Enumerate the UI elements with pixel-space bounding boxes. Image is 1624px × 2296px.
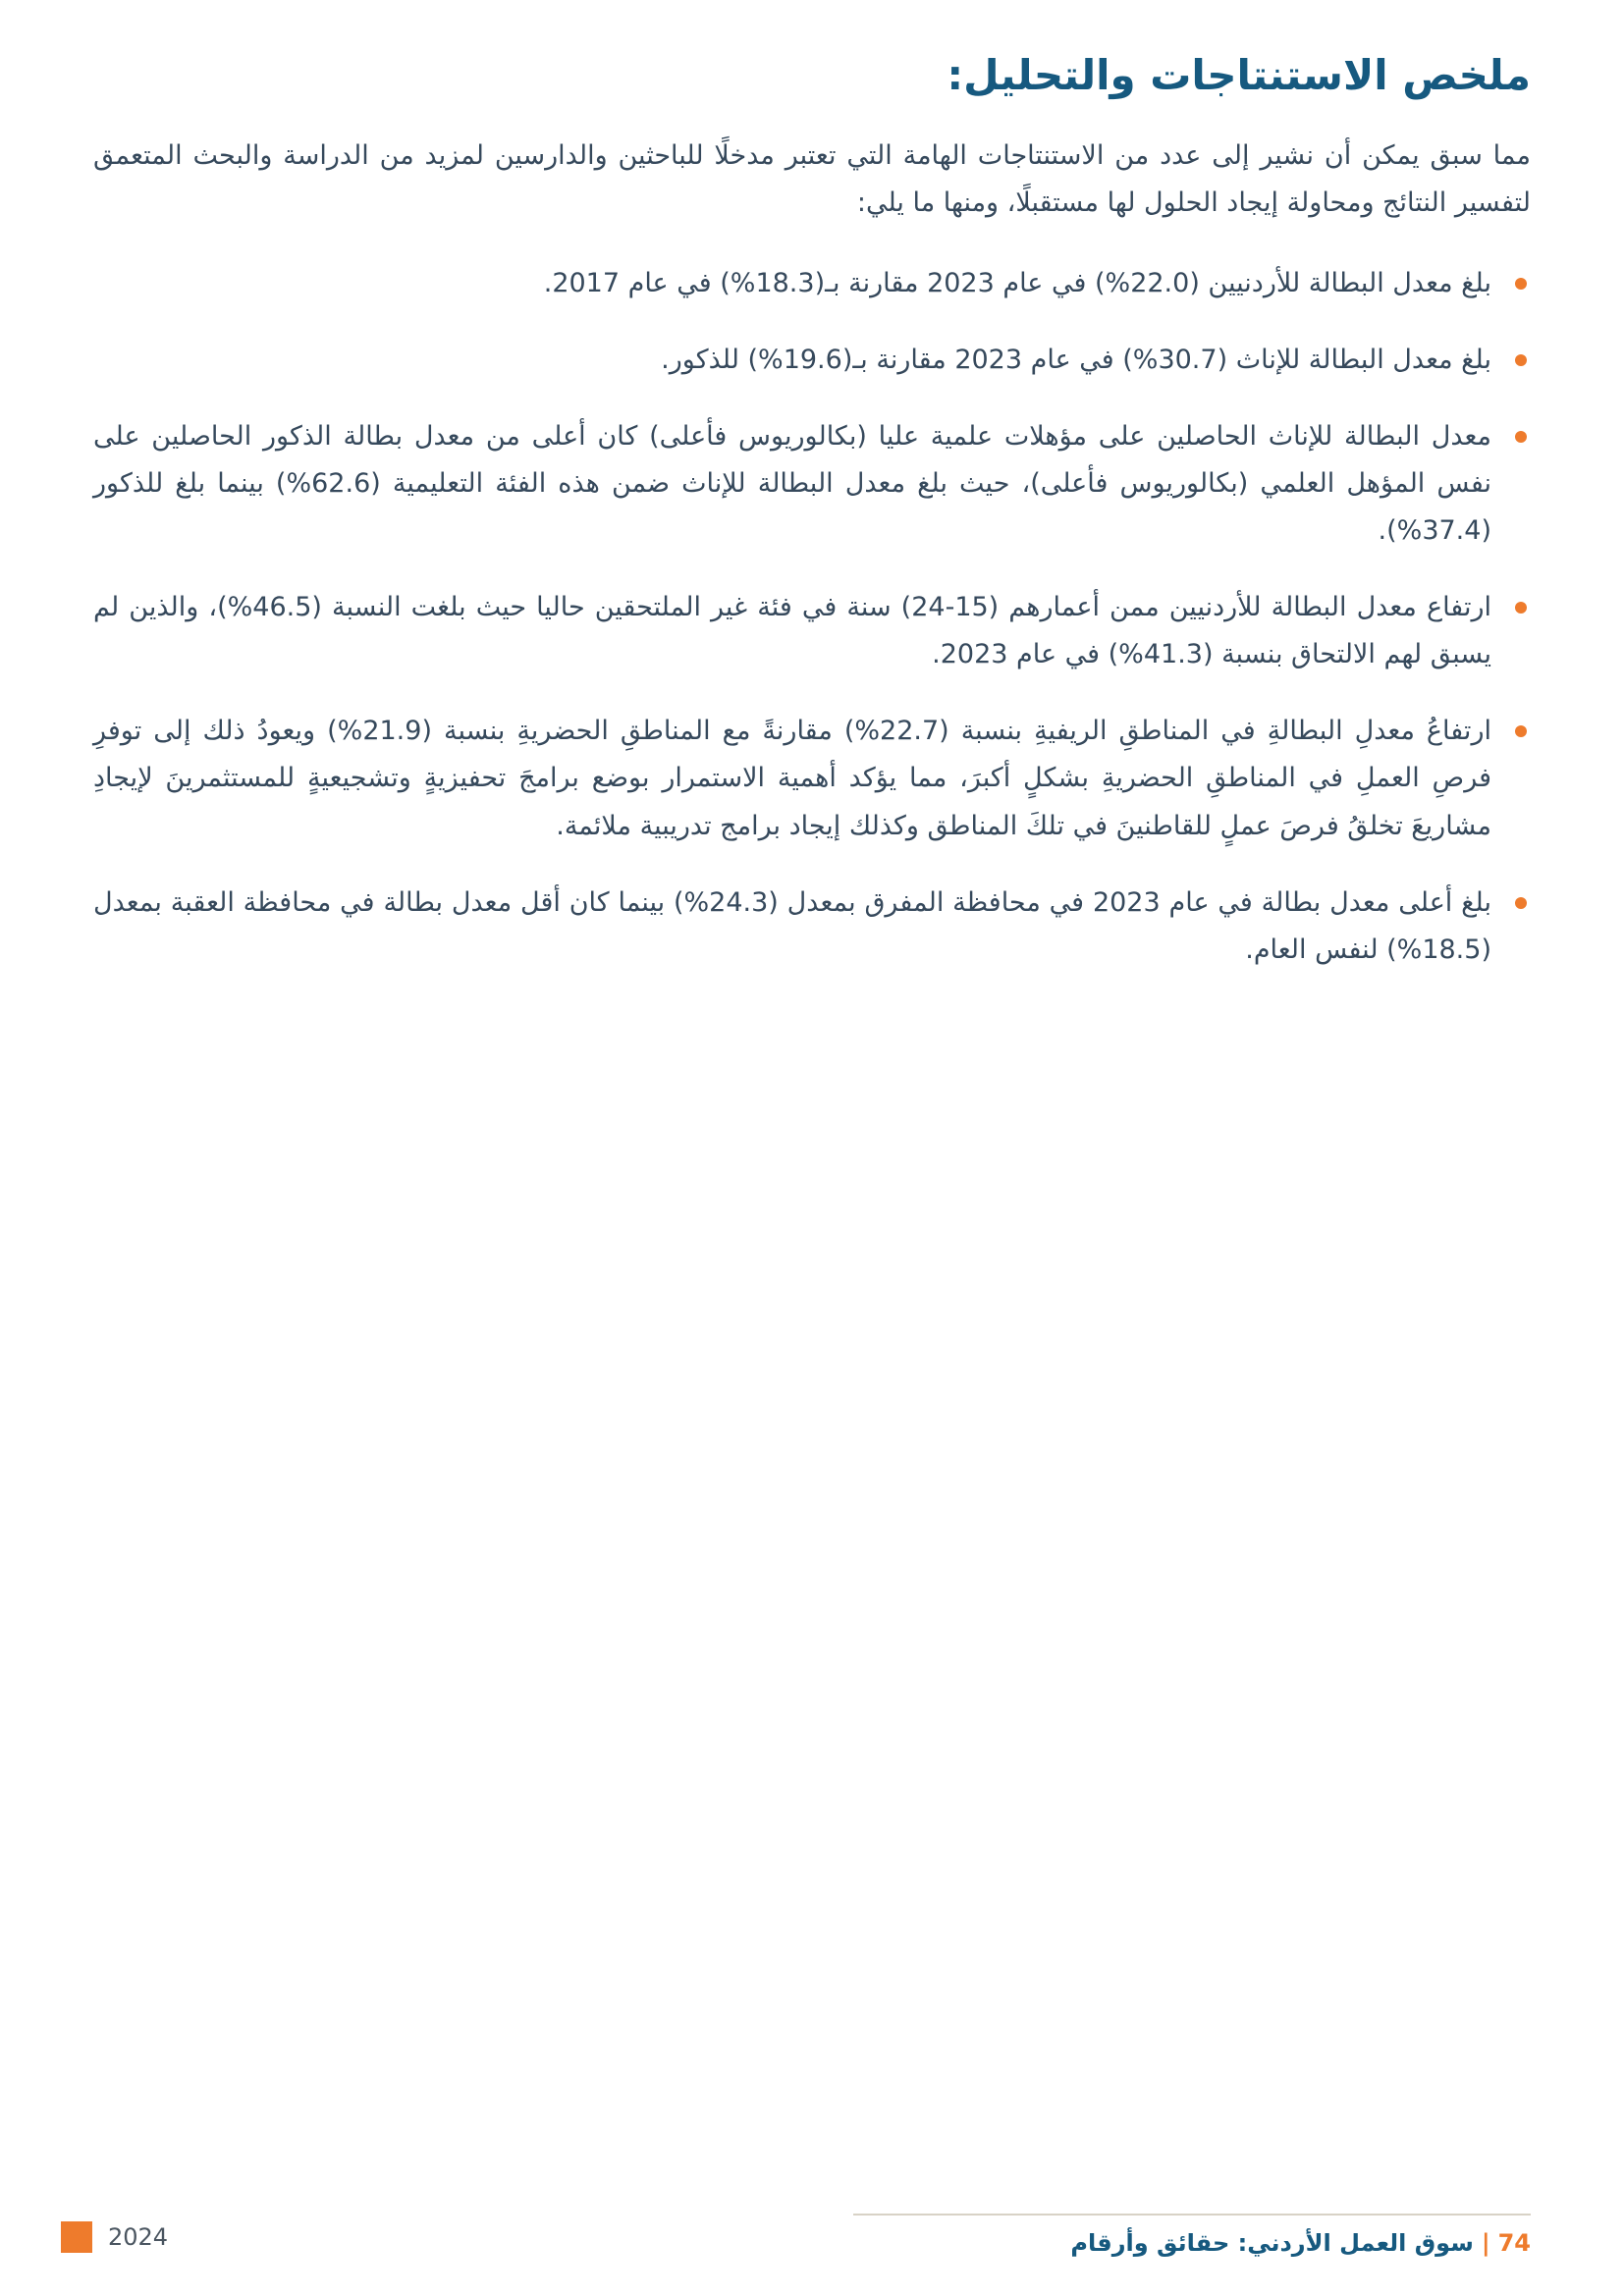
list-item bbox=[93, 584, 1531, 678]
intro-paragraph: مما سبق يمكن أن نشير إلى عدد من الاستنتاجات الهامة التي تعتبر مدخلًا للباحثين والدارسين لمزيد من الدراسة والبحث المتعمق لتفسير النتائج ومحاولة إيجاد الحلول لها مستقبلًا، ومنها ما يلي: bbox=[93, 140, 1531, 219]
list-item-text: بلغ أعلى معدل بطالة في عام 2023 في محافظة المفرق بمعدل (24.3%) بينما كان أقل معدل بطالة في محافظة العقبة بمعدل (18.5%) لنفس العام. bbox=[93, 886, 1491, 965]
list-item-text: بلغ معدل البطالة للأردنيين (22.0%) في عام 2023 مقارنة بـ(18.3%) في عام 2017. bbox=[543, 268, 1491, 299]
list-item-text: معدل البطالة للإناث الحاصلين على مؤهلات علمية عليا (بكالوريوس فأعلى) كان أعلى من معدل بطالة الذكور الحاصلين على نفس المؤهل العلمي (بكالوريوس فأعلى)، حيث بلغ معدل البطالة للإناث ضمن هذه الفئة التعليمية (62.6%) بينما بلغ للذكور (37.4%). bbox=[93, 421, 1491, 547]
conclusions-list bbox=[93, 260, 1531, 974]
list-item bbox=[93, 413, 1531, 555]
year-label: 2024 bbox=[108, 2223, 169, 2251]
page-title: ملخص الاستنتاجات والتحليل: bbox=[947, 51, 1531, 99]
list-item bbox=[93, 880, 1531, 974]
content-area bbox=[93, 51, 1531, 1003]
bullet-icon bbox=[1515, 897, 1527, 909]
bullet-icon bbox=[1515, 725, 1527, 737]
footer-page-info bbox=[853, 2214, 1531, 2257]
orange-square-icon bbox=[61, 2221, 92, 2253]
footer-separator: | bbox=[1481, 2229, 1490, 2257]
list-item-text: بلغ معدل البطالة للإناث (30.7%) في عام 2023 مقارنة بـ(19.6%) للذكور. bbox=[661, 345, 1491, 376]
bullet-icon bbox=[1515, 431, 1527, 443]
bullet-icon bbox=[1515, 354, 1527, 366]
footer-year-block bbox=[61, 2221, 168, 2253]
list-item bbox=[93, 260, 1531, 307]
list-item bbox=[93, 337, 1531, 384]
list-item-text: ارتفاعُ معدلِ البطالةِ في المناطقِ الريفيةِ بنسبة (22.7%) مقارنةً مع المناطقِ الحضريةِ بنسبة (21.9%) ويعودُ ذلك إلى توفرِ فرصِ العملِ في المناطقِ الحضريةِ بشكلٍ أكبرَ، مما يؤكد أهمية الاستمرار بوضع برامجَ تحفيزيةٍ وتشجيعيةٍ للمستثمرينَ لإيجادِ مشاريعَ تخلقُ فرصَ عملٍ للقاطنينَ في تلكَ المناطق وكذلك إيجاد برامج تدريبية ملائمة. bbox=[93, 716, 1491, 841]
list-item bbox=[93, 708, 1531, 849]
page-number: 74 bbox=[1497, 2229, 1531, 2257]
book-title: سوق العمل الأردني: حقائق وأرقام bbox=[1070, 2229, 1474, 2257]
list-item-text: ارتفاع معدل البطالة للأردنيين ممن أعمارهم (15-24) سنة في فئة غير الملتحقين حاليا حيث بلغت النسبة (46.5%)، والذين لم يسبق لهم الالتحاق بنسبة (41.3%) في عام 2023. bbox=[93, 592, 1492, 670]
bullet-icon bbox=[1515, 278, 1527, 290]
bullet-icon bbox=[1515, 602, 1527, 614]
